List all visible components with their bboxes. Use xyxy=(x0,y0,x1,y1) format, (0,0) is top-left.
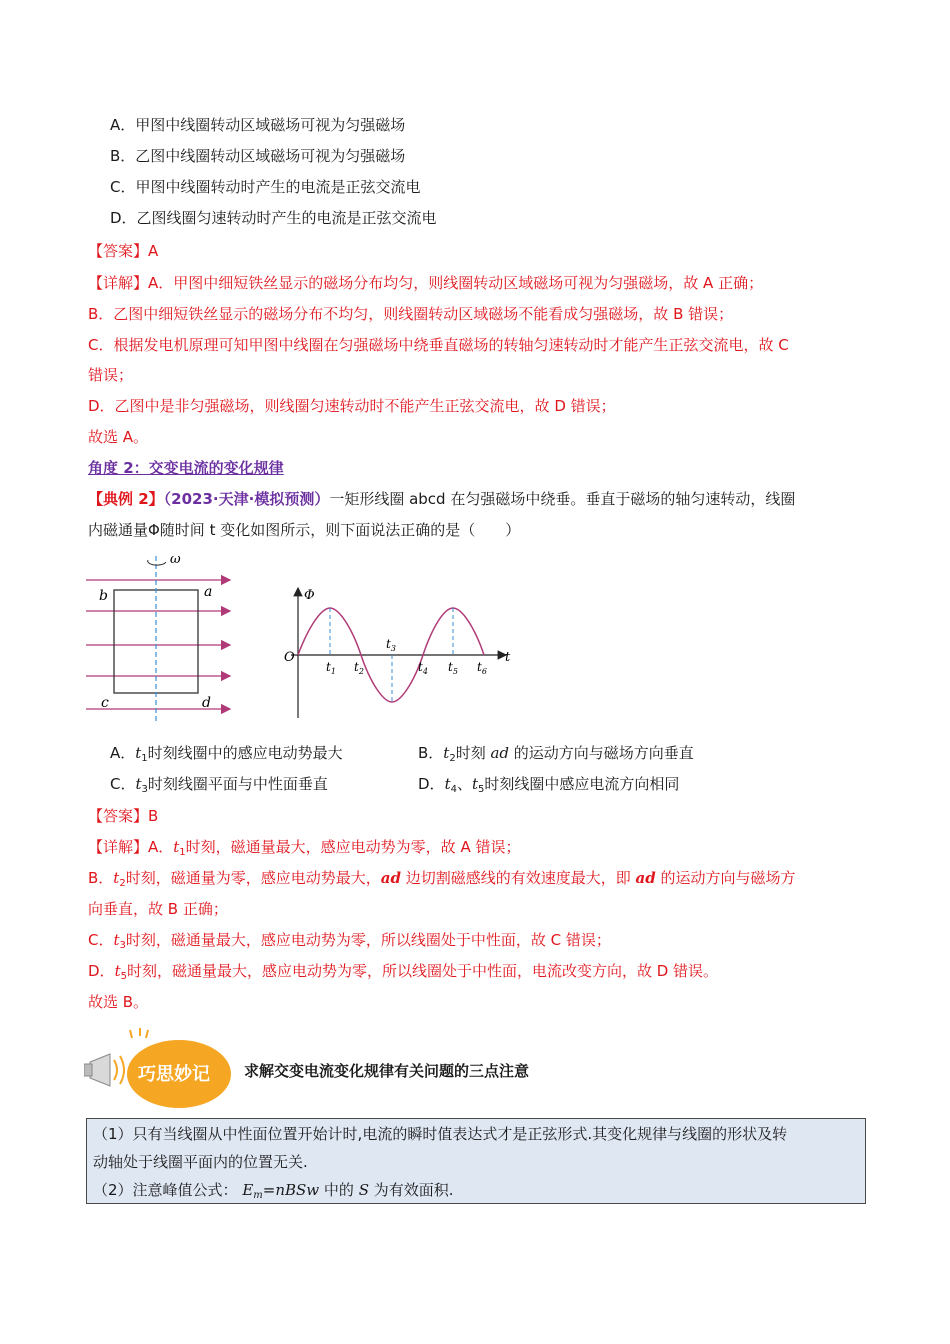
t-axis-label: t xyxy=(505,650,511,665)
ex2-option-d: D．$t_4$、$t_5$时刻线圈中感应电流方向相同 xyxy=(418,775,680,795)
corner-c: c xyxy=(101,695,109,711)
answer-2: 【答案】B xyxy=(88,807,159,825)
corner-a: a xyxy=(204,584,213,600)
figure xyxy=(86,548,516,728)
detail-1-d: D．乙图中是非匀强磁场，则线圈匀速转动时不能产生正弦交流电，故 D 错误； xyxy=(88,397,616,415)
sparkle-icon xyxy=(130,1028,148,1038)
detail-2-b: B．$t_2$时刻，磁通量为零，感应电动势最大，ad 边切割磁感线的有效速度最大，即 ad 的运动方向与磁场方 xyxy=(88,869,796,889)
t4-label: $t_4$ xyxy=(418,660,428,676)
example-source: （2023·天津·模拟预测） xyxy=(163,490,330,508)
tip-title: 求解交变电流变化规律有关问题的三点注意 xyxy=(244,1062,530,1080)
detail-2-d: D．$t_5$时刻，磁通量最大，感应电动势为零，所以线圈处于中性面，电流改变方向，故 D 错误。 xyxy=(88,962,719,982)
option-c: C．甲图中线圈转动时产生的电流是正弦交流电 xyxy=(110,178,421,196)
t3-label: $t_3$ xyxy=(386,637,396,653)
answer-1: 【答案】A xyxy=(88,242,159,260)
option-d: D．乙图线圈匀速转动时产生的电流是正弦交流电 xyxy=(110,209,437,227)
detail-1-a: 【详解】A．甲图中细短铁丝显示的磁场分布均匀，则线圈转动区域磁场可视为匀强磁场，故 A 正确； xyxy=(88,274,764,292)
rotation-arrow-icon xyxy=(148,560,166,565)
t6-label: $t_6$ xyxy=(477,660,487,676)
t2-label: $t_2$ xyxy=(354,660,364,676)
example-2-line2: 内磁通量Φ随时间 t 变化如图所示，则下面说法正确的是（ ） xyxy=(88,521,521,539)
note-line-2: 动轴处于线圈平面内的位置无关. xyxy=(93,1153,308,1171)
note-box xyxy=(86,1118,866,1204)
example-label: 【典例 2】 xyxy=(88,490,164,508)
detail-1-b: B．乙图中细短铁丝显示的磁场分布不均匀，则线圈转动区域磁场不能看成匀强磁场，故 B 错误； xyxy=(88,305,734,323)
detail-1-c1: C．根据发电机原理可知甲图中线圈在匀强磁场中绕垂直磁场的转轴匀速转动时才能产生正弦交流电，故 C xyxy=(88,336,789,354)
origin-label: O xyxy=(284,650,295,665)
tip-badge xyxy=(84,1024,234,1110)
option-b: B．乙图中线圈转动区域磁场可视为匀强磁场 xyxy=(110,147,406,165)
angle-2-heading: 角度 2：交变电流的变化规律 xyxy=(88,459,284,477)
omega-label: ω xyxy=(170,552,181,567)
note-line-3: （2）注意峰值公式： $E_m=nBSw$ 中的 S 为有效面积. xyxy=(93,1181,454,1201)
detail-2-select: 故选 B。 xyxy=(88,993,149,1011)
example-2-line1 xyxy=(88,488,795,510)
tip-badge-label: 巧思妙记 xyxy=(138,1064,210,1085)
detail-2-b2: 向垂直，故 B 正确； xyxy=(88,900,228,918)
t1-label: $t_1$ xyxy=(326,660,336,676)
corner-d: d xyxy=(202,695,211,711)
ex2-option-a: A．$t_1$时刻线圈中的感应电动势最大 xyxy=(110,744,343,764)
option-a: A．甲图中线圈转动区域磁场可视为匀强磁场 xyxy=(110,116,406,134)
megaphone-icon xyxy=(84,1054,124,1086)
detail-1-select: 故选 A。 xyxy=(88,428,149,446)
example-text-1: 一矩形线圈 abcd 在匀强磁场中绕垂。垂直于磁场的轴匀速转动，线圈 xyxy=(329,490,796,508)
ex2-option-b: B．$t_2$时刻 ad 的运动方向与磁场方向垂直 xyxy=(418,744,694,764)
ex2-option-c: C．$t_3$时刻线圈平面与中性面垂直 xyxy=(110,775,328,795)
t5-label: $t_5$ xyxy=(448,660,458,676)
phi-label: Φ xyxy=(304,588,315,603)
note-line-1: （1）只有当线圈从中性面位置开始计时,电流的瞬时值表达式才是正弦形式.其变化规律与线圈的形状及转 xyxy=(93,1125,788,1143)
detail-2-a: 【详解】A．$t_1$时刻，磁通量最大，感应电动势为零，故 A 错误； xyxy=(88,838,521,858)
detail-2-c: C．$t_3$时刻，磁通量最大，感应电动势为零，所以线圈处于中性面，故 C 错误； xyxy=(88,931,611,951)
corner-b: b xyxy=(99,588,108,604)
detail-1-c2: 错误； xyxy=(88,366,134,384)
